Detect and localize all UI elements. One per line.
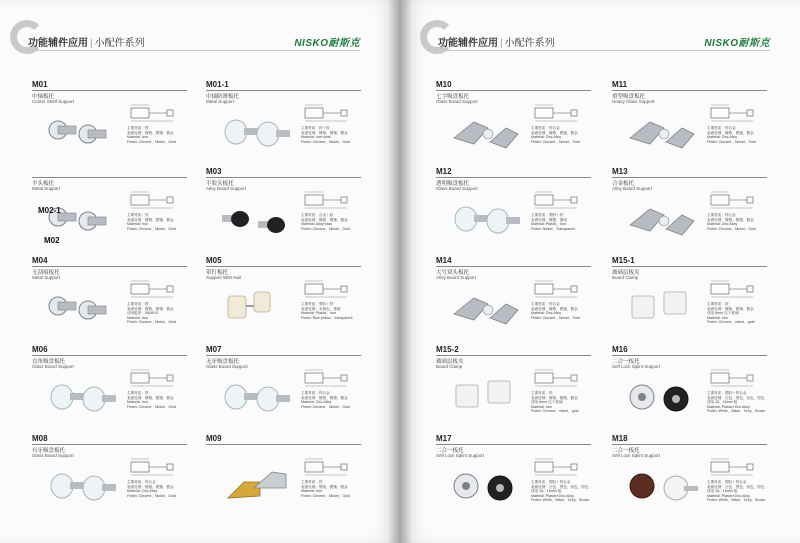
spec-line: Finish: Chrome、Nickel、Gold — [707, 139, 756, 144]
product-cell — [32, 345, 192, 433]
product-spec — [127, 391, 189, 409]
product-photo — [620, 284, 700, 334]
product-name-en: Glass Board Support — [32, 364, 74, 369]
product-spec — [531, 302, 593, 320]
product-name-cn: 平头板托 — [32, 181, 55, 187]
spec-line: 表面处理：白色、黑色、灰色、棕色 — [707, 484, 765, 489]
header-divider — [30, 50, 360, 51]
product-cell — [612, 80, 772, 168]
spec-line: 主要材质：锌合金 — [707, 126, 736, 130]
product-photo — [620, 462, 700, 512]
product-name-cn: 二合一板托 — [436, 448, 464, 454]
product-cell — [206, 256, 366, 344]
product-code: M07 — [206, 345, 222, 354]
spec-line: 表面处理：镀铬、镀镍、镀金 — [707, 306, 754, 311]
spec-line: Material: Alloy+plas — [301, 222, 333, 227]
product-name-en: Support With Nail — [206, 275, 242, 280]
product-spec — [707, 480, 769, 503]
product-rule — [206, 444, 361, 445]
product-rule — [32, 444, 187, 445]
technical-drawing — [127, 456, 177, 478]
product-rule — [206, 355, 361, 356]
product-rule — [436, 355, 591, 356]
spec-line: Finish: Chrome、Nickel、Gold — [127, 226, 176, 231]
technical-drawing — [301, 367, 351, 389]
product-code: M11 — [612, 80, 628, 89]
product-rule — [32, 177, 187, 178]
technical-drawing — [707, 278, 757, 300]
spec-line: Material: Zinc Alloy — [301, 400, 332, 405]
product-spec — [531, 126, 593, 144]
product-code: M13 — [612, 167, 628, 176]
product-code: M04 — [32, 256, 48, 265]
spec-line: Finish: Chrome、Nickel、Gold — [127, 139, 176, 144]
technical-drawing — [531, 278, 581, 300]
product-code: M15-1 — [612, 256, 635, 265]
product-code: M05 — [206, 256, 222, 265]
spec-line: Finish: Chrome、Nickel、Gold — [531, 315, 580, 320]
spec-line: 主要材质：铁 — [531, 391, 553, 395]
product-spec — [531, 213, 593, 231]
product-name-cn: 有牙吸盘板托 — [32, 448, 66, 454]
product-rule — [32, 355, 187, 356]
product-name-en: Center Shelf Support — [32, 99, 75, 104]
spec-line: Material: Iron — [301, 489, 322, 494]
product-name-cn: 二合一板托 — [612, 359, 640, 365]
spec-line: 表面处理：镀铬、镀镍、镀金 — [707, 130, 754, 135]
brand-logo: NISKO耐斯克 — [294, 38, 360, 49]
product-name-en: Metal Support — [32, 275, 61, 280]
product-rule — [206, 90, 361, 91]
spec-line: 适用 15、16mm 板 — [707, 489, 738, 494]
spec-line: Material: Iron — [127, 315, 148, 320]
spec-line: 主要材质：铁 — [127, 302, 149, 306]
spec-line: Material: Plastic+Zinc Alloy — [707, 493, 750, 498]
product-cell — [436, 80, 596, 168]
product-name-cn: 玻璃层板夹 — [436, 359, 464, 365]
technical-drawing — [707, 456, 757, 478]
header-title: 功能辅件应用 | 小配件系列 — [438, 38, 555, 49]
spec-line: Finish: Chrome、Nickel、Gold — [301, 404, 350, 409]
technical-drawing — [707, 367, 757, 389]
spec-line: 主要材质：塑料＋铁 — [301, 302, 334, 306]
product-spec — [301, 302, 363, 320]
product-spec — [531, 391, 593, 414]
product-spec — [127, 480, 189, 498]
product-code: M01 — [32, 80, 48, 89]
spec-line: 适用板厚：5/6/8/10 — [127, 311, 158, 316]
spec-line: 表面处理：镀铬、镀镍、镀金 — [127, 130, 174, 135]
spec-line: 适用 15、16mm 板 — [707, 400, 738, 405]
product-rule — [612, 355, 767, 356]
product-rule — [612, 444, 767, 445]
spec-line: 表面处理：镀铬、镀镍、镀金 — [531, 306, 578, 311]
product-rule — [32, 266, 187, 267]
product-cell — [32, 80, 192, 168]
product-cell — [612, 434, 772, 522]
book-gutter — [388, 0, 412, 543]
header-divider — [440, 50, 770, 51]
sublabel-m02: M02 — [44, 236, 60, 245]
page-header — [420, 28, 770, 52]
product-name-en: Alloy Board Support — [436, 275, 477, 280]
product-name-en: Self Lock Splint Support — [612, 453, 661, 458]
product-spec — [127, 213, 189, 231]
product-rule — [32, 90, 187, 91]
product-photo — [214, 284, 294, 334]
product-spec — [707, 213, 769, 231]
product-name-en: Board Clamp — [612, 275, 639, 280]
product-name-en: Glass Board Support — [436, 99, 478, 104]
technical-drawing — [127, 102, 177, 124]
product-rule — [436, 444, 591, 445]
product-photo — [40, 108, 120, 158]
product-name-cn: 二合一板托 — [612, 448, 640, 454]
technical-drawing — [531, 367, 581, 389]
spec-line: Finish: Rice yellow、transparent — [301, 315, 353, 320]
spec-line: Finish: Nickel、Transparent — [531, 226, 576, 231]
spec-line: 适用 6mm 以下玻璃 — [531, 400, 563, 405]
spec-line: Material: Iron — [531, 404, 552, 409]
technical-drawing — [127, 367, 177, 389]
spec-line: Finish: Chrome、Nickel、Gold — [127, 320, 176, 325]
spec-line: Finish: Chrome、Nickel、Gold — [301, 493, 350, 498]
brand-logo: NISKO耐斯克 — [704, 38, 770, 49]
sublabel-m02-1: M02-1 — [38, 206, 61, 215]
spec-line: 表面处理：镀铬、镀镍、镀金 — [531, 130, 578, 135]
product-spec — [127, 302, 189, 325]
spec-line: 表面处理：白色、黑色、灰色、棕色 — [531, 484, 589, 489]
spec-line: 主要材质：塑料＋锌合金 — [531, 480, 571, 484]
spec-line: 表面处理：白色、黑色、灰色、棕色 — [707, 395, 765, 400]
product-rule — [612, 90, 767, 91]
product-cell — [206, 434, 366, 522]
product-photo — [620, 373, 700, 423]
product-name-cn: 无牙吸盘板托 — [206, 359, 240, 365]
product-spec — [127, 126, 189, 144]
product-code: M14 — [436, 256, 452, 265]
spec-line: 表面处理：镀铬、镀镍、镀金 — [127, 395, 174, 400]
spec-line: 表面处理：镀铬、镀镍、镀金 — [301, 217, 348, 222]
spec-line: 表面处理：镀铬、镀镍、镀金 — [531, 395, 578, 400]
page-header — [10, 28, 360, 52]
product-name-cn: 合金板托 — [612, 181, 635, 187]
product-rule — [206, 177, 361, 178]
spec-line: Material: Plastic、Iron — [301, 311, 337, 316]
product-cell — [612, 167, 772, 255]
product-code: M15-2 — [436, 345, 459, 354]
spec-line: 表面处理：米黄色、透明 — [301, 306, 341, 311]
product-cell — [32, 434, 192, 522]
product-photo — [444, 195, 524, 245]
spec-line: Finish: White、Black、Grey、Brown — [531, 498, 590, 503]
spec-line: 主要材质：锌合金 — [707, 213, 736, 217]
spec-line: 主要材质：合金＋胶 — [301, 213, 334, 217]
product-cell — [206, 345, 366, 433]
product-code: M08 — [32, 434, 48, 443]
product-name-cn: 中轴防滑板托 — [206, 94, 240, 100]
spec-line: 适用 6mm 以下玻璃 — [707, 311, 739, 316]
product-rule — [612, 266, 767, 267]
product-name-en: Metal Support — [206, 99, 235, 104]
product-spec — [707, 126, 769, 144]
technical-drawing — [707, 189, 757, 211]
product-spec — [301, 213, 363, 231]
spec-line: 表面处理：镀镍、透明 — [531, 217, 567, 222]
technical-drawing — [301, 456, 351, 478]
spec-line: 主要材质：铁 — [127, 126, 149, 130]
product-code: M16 — [612, 345, 628, 354]
product-photo — [444, 373, 524, 423]
product-rule — [436, 90, 591, 91]
product-cell — [206, 167, 366, 255]
spec-line: Finish: Chrome、Nickel、Gold — [707, 226, 756, 231]
spec-line: 表面处理：镀铬、镀镍、镀金 — [301, 484, 348, 489]
product-cell — [436, 345, 596, 433]
product-name-cn: 半胶头板托 — [206, 181, 234, 187]
spec-line: Material: Iron — [127, 400, 148, 405]
product-rule — [206, 266, 361, 267]
product-name-en: Self Lock Splint Support — [436, 453, 485, 458]
product-photo — [40, 284, 120, 334]
spec-line: Material: Iron+plas — [301, 135, 331, 140]
spec-line: 主要材质：锌合金 — [531, 126, 560, 130]
product-photo — [214, 462, 294, 512]
product-code: M10 — [436, 80, 452, 89]
product-spec — [301, 480, 363, 498]
spec-line: Material: Plastic+Zinc Alloy — [531, 493, 574, 498]
product-rule — [436, 177, 591, 178]
technical-drawing — [301, 189, 351, 211]
spec-line: Material: Zinc Alloy — [707, 135, 738, 140]
spec-line: Material: Iron — [127, 135, 148, 140]
product-name-en: Glass Board Support — [436, 186, 478, 191]
spec-line: Material: Iron — [707, 315, 728, 320]
spec-line: Finish: Chrome、nickel、gold — [707, 320, 755, 325]
spec-line: 表面处理：镀铬、镀镍、镀金 — [127, 217, 174, 222]
spec-line: 主要材质：锌合金 — [127, 480, 156, 484]
spec-line: Finish: Chrome、Nickel、Gold — [127, 404, 176, 409]
spec-line: Finish: Chrome、Nickel、Gold — [531, 139, 580, 144]
spec-line: Material: Zinc Alloy — [707, 222, 738, 227]
product-cell — [436, 434, 596, 522]
product-name-cn: 重型吸盘板托 — [612, 94, 646, 100]
spec-line: Finish: White、Black、Grey、Brown — [707, 409, 766, 414]
product-name-en: Alloy Board Support — [206, 186, 247, 191]
spec-line: 主要材质：铁＋胶 — [301, 126, 330, 130]
spec-line: 主要材质：锌合金 — [531, 302, 560, 306]
spec-line: 表面处理：镀铬、镀镍、镀金 — [707, 217, 754, 222]
spec-line: 主要材质：塑料＋锌合金 — [707, 480, 747, 484]
product-name-en: Alloy Board Support — [612, 186, 653, 191]
product-code: M18 — [612, 434, 628, 443]
product-name-cn: 大号双头板托 — [436, 270, 470, 276]
product-name-cn: 无刮痕板托 — [32, 270, 60, 276]
technical-drawing — [531, 102, 581, 124]
product-photo — [620, 108, 700, 158]
spec-line: Finish: Chrome、Nickel、Gold — [301, 226, 350, 231]
product-spec — [707, 391, 769, 414]
product-name-en: Self Lock Splint Support — [612, 364, 661, 369]
spec-line: 主要材质：铁 — [127, 391, 149, 395]
product-cell — [206, 80, 366, 168]
product-name-cn: 玻璃层板夹 — [612, 270, 640, 276]
product-name-cn: 中轴板托 — [32, 94, 55, 100]
header-title: 功能辅件应用 | 小配件系列 — [28, 38, 145, 49]
product-name-en: Metal Support — [32, 186, 61, 191]
product-spec — [707, 302, 769, 325]
technical-drawing — [127, 189, 177, 211]
right-page — [400, 0, 800, 543]
spec-line: 主要材质：铁 — [127, 213, 149, 217]
product-photo — [214, 373, 294, 423]
product-spec — [301, 126, 363, 144]
product-photo — [214, 195, 294, 245]
product-name-cn: 七字吸盘板托 — [436, 94, 470, 100]
product-photo — [444, 462, 524, 512]
product-cell — [436, 167, 596, 255]
technical-drawing — [301, 102, 351, 124]
product-code: M17 — [436, 434, 452, 443]
spec-line: Finish: Chrome、Nickel、Gold — [127, 493, 176, 498]
spec-line: Material: Iron — [127, 222, 148, 227]
spec-line: Material: Zinc Alloy — [531, 311, 562, 316]
product-rule — [436, 266, 591, 267]
technical-drawing — [707, 102, 757, 124]
product-name-en: Glass Board Support — [206, 364, 248, 369]
spec-line: Finish: Chrome、nickel、gold — [531, 409, 579, 414]
product-cell — [612, 345, 772, 433]
spec-line: 主要材质：铁 — [301, 480, 323, 484]
product-cell — [32, 256, 192, 344]
spec-line: 表面处理：镀铬、镀镍、镀金 — [127, 484, 174, 489]
product-name-cn: 带钉板托 — [206, 270, 229, 276]
product-code: M01-1 — [206, 80, 229, 89]
technical-drawing — [531, 189, 581, 211]
product-name-cn: 透明吸盘板托 — [436, 181, 470, 187]
product-spec — [531, 480, 593, 503]
technical-drawing — [301, 278, 351, 300]
product-code: M12 — [436, 167, 452, 176]
product-photo — [444, 284, 524, 334]
product-photo — [444, 108, 524, 158]
technical-drawing — [127, 278, 177, 300]
product-photo — [40, 373, 120, 423]
spec-line: Finish: White、Black、Grey、Brown — [707, 498, 766, 503]
spec-line: 表面处理：镀铬、镀镍、镀金 — [301, 395, 348, 400]
spec-line: 主要材质：塑料＋锌合金 — [707, 391, 747, 395]
product-name-en: Glass Board Support — [32, 453, 74, 458]
product-code: M09 — [206, 434, 222, 443]
product-name-cn: 直角吸盘板托 — [32, 359, 66, 365]
spec-line: Material: Zinc Alloy — [531, 135, 562, 140]
spec-line: 适用 15、16mm 板 — [531, 489, 562, 494]
product-cell — [612, 256, 772, 344]
product-rule — [612, 177, 767, 178]
spec-line: 主要材质：锌合金 — [301, 391, 330, 395]
spec-line: 表面处理：镀铬、镀镍、镀金 — [301, 130, 348, 135]
spec-line: Material: Plastic、Iron — [531, 222, 567, 227]
product-spec — [301, 391, 363, 409]
product-code: M06 — [32, 345, 48, 354]
spec-line: Material: Zinc Alloy — [127, 489, 158, 494]
product-name-en: Heavy Glass Support — [612, 99, 655, 104]
spec-line: 主要材质：塑料＋铁 — [531, 213, 564, 217]
spec-line: Finish: Chrome、Nickel、Gold — [301, 139, 350, 144]
product-photo — [40, 462, 120, 512]
product-photo — [620, 195, 700, 245]
product-cell — [436, 256, 596, 344]
product-code: M03 — [206, 167, 222, 176]
technical-drawing — [531, 456, 581, 478]
product-name-en: Board Clamp — [436, 364, 463, 369]
product-photo — [214, 108, 294, 158]
spec-line: 主要材质：铁 — [707, 302, 729, 306]
spec-line: Material: Plastic+Zinc Alloy — [707, 404, 750, 409]
spec-line: 表面处理：镀铬、镀镍、镀金 — [127, 306, 174, 311]
